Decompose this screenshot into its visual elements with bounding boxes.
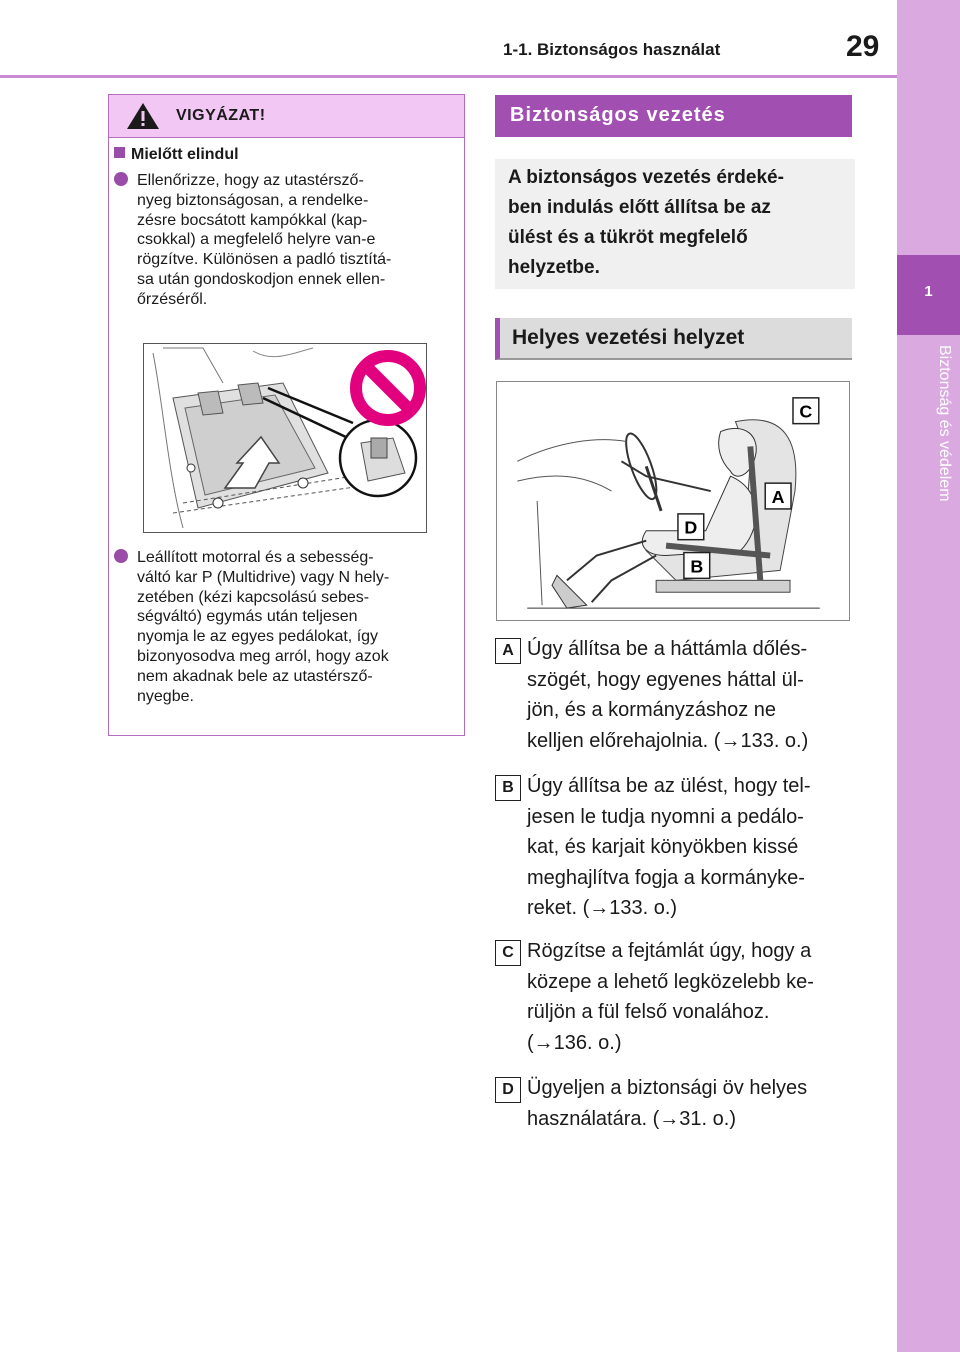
- item-label-badge: A: [495, 638, 521, 664]
- section-heading-text: Biztonságos vezetés: [510, 104, 726, 126]
- warning-subheading-text: Mielőtt elindul: [131, 146, 239, 163]
- diagram-label: C: [799, 401, 813, 422]
- section-heading-safe-driving: [495, 95, 852, 137]
- warning-bullet-text: Ellenőrizze, hogy az utastérsző- nyeg biztonságosan, a rendelke- zésre bocsátott kampókkal (kap- csokkal) a megfelelő helyre van-e rögzítve. Különösen a padló tisztítá- sa után gondoskodjon ennek ellen- őrzéséről.: [137, 172, 392, 308]
- page-number: 29: [846, 30, 880, 63]
- intro-box: [495, 159, 855, 289]
- warning-title: VIGYÁZAT!: [176, 107, 266, 124]
- item-text: Rögzítse a fejtámlát úgy, hogy a közepe a lehető legközelebb ke- rüljön a fül felső vonalához. (→136. o.): [527, 940, 814, 1054]
- floor-mat-illustration: [143, 343, 427, 533]
- intro-text: A biztonságos vezetés érdeké- ben indulás előtt állítsa be az ülést és a tükröt megfelelő helyzetbe.: [508, 167, 784, 278]
- section-heading-driving-position: [495, 318, 852, 360]
- item-label-badge: D: [495, 1077, 521, 1103]
- warning-bullet: [114, 548, 456, 705]
- warning-triangle-icon: [125, 101, 161, 131]
- item-label-badge: C: [495, 940, 521, 966]
- warning-bullet: [114, 171, 456, 308]
- item-text: Úgy állítsa be az ülést, hogy tel- jesen le tudja nyomni a pedálo- kat, és karjait könyökben kissé meghajlítva fogja a kormányke- reket. (→133. o.): [527, 775, 811, 919]
- chapter-number: 1: [924, 283, 933, 300]
- warning-box: [108, 94, 465, 736]
- diagram-label: A: [771, 486, 785, 507]
- diagram-label: B: [690, 556, 704, 577]
- driving-position-illustration: [496, 381, 850, 621]
- header-rule: [0, 75, 897, 78]
- chapter-title: Biztonság és védelem: [936, 345, 953, 502]
- section-heading-text: Helyes vezetési helyzet: [512, 326, 745, 349]
- bullet-dot-icon: [114, 549, 128, 563]
- bullet-dot-icon: [114, 172, 128, 186]
- item-label-badge: B: [495, 775, 521, 801]
- diagram-label: D: [684, 517, 698, 538]
- side-strip: [897, 0, 960, 1352]
- item-text: Úgy állítsa be a háttámla dőlés- szögét, hogy egyenes háttal ül- jön, és a kormányzáshoz ne kelljen előrehajolnia. (→133. o.): [527, 638, 809, 752]
- warning-bullet-text: Leállított motorral és a sebesség- váltó kar P (Multidrive) vagy N hely- zetében (kézi kapcsolású sebes- ségváltó) egymás után teljesen nyomja le az egyes pedálokat, így bizonyosodva meg arról, hogy azok nem akadnak bele az utastérsző- nyegbe.: [137, 549, 390, 705]
- section-title: 1-1. Biztonságos használat: [503, 40, 721, 59]
- square-bullet-icon: [114, 147, 125, 158]
- item-text: Ügyeljen a biztonsági öv helyes használatára. (→31. o.): [527, 1077, 808, 1130]
- warning-header: [109, 95, 464, 138]
- warning-subheading: [114, 146, 239, 164]
